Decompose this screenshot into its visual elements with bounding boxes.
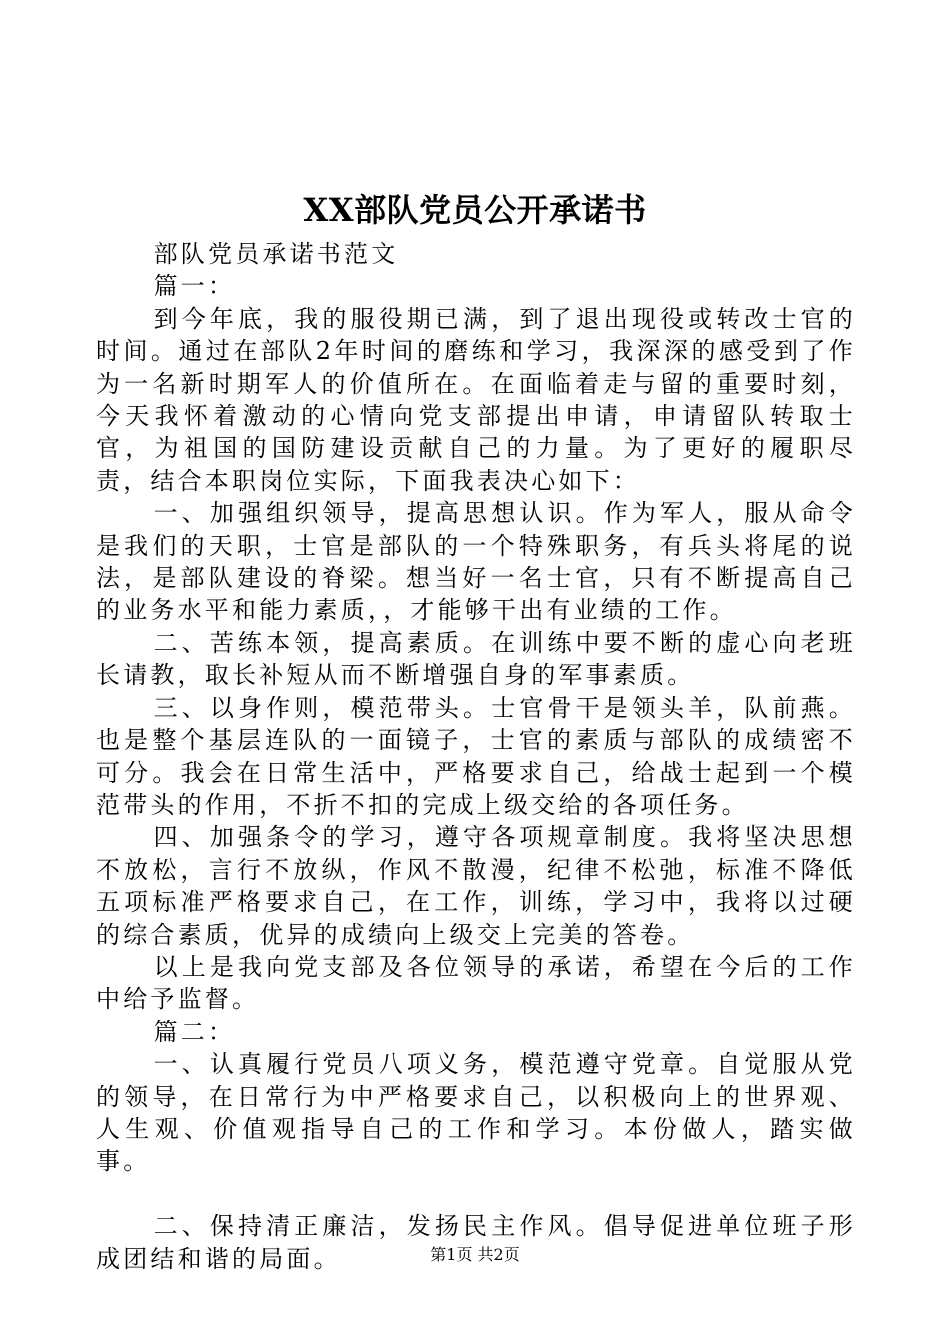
- body-paragraph: 以上是我向党支部及各位领导的承诺，希望在今后的工作中给予监督。: [96, 952, 856, 1014]
- body-paragraph: 一、认真履行党员八项义务，模范遵守党章。自觉服从党的领导，在日常行为中严格要求自己，以积极向上的世界观、人生观、价值观指导自己的工作和学习。本份做人，踏实做事。: [96, 1050, 856, 1176]
- body-paragraph: 三、以身作则，模范带头。士官骨干是领头羊，队前燕。也是整个基层连队的一面镜子，士官的素质与部队的成绩密不可分。我会在日常生活中，严格要求自己，给战士起到一个模范带头的作用，不折不扣的完成上级交给的各项任务。: [96, 693, 856, 819]
- section-heading-one: 篇一：: [153, 272, 236, 301]
- page-number: 第1页 共2页: [430, 1245, 520, 1264]
- body-paragraph: 一、加强组织领导，提高思想认识。作为军人，服从命令是我们的天职，士官是部队的一个特殊职务，有兵头将尾的说法，是部队建设的脊梁。想当好一名士官，只有不断提高自己的业务水平和能力素质，，才能够干出有业绩的工作。: [96, 499, 856, 625]
- body-paragraph: 二、苦练本领，提高素质。在训练中要不断的虚心向老班长请教，取长补短从而不断增强自身的军事素质。: [96, 628, 856, 690]
- body-paragraph: 二、保持清正廉洁，发扬民主作风。倡导促进单位班子形成团结和谐的局面。: [96, 1212, 856, 1273]
- body-paragraph: 到今年底，我的服役期已满，到了退出现役或转改士官的时间。通过在部队2年时间的磨练和学习，我深深的感受到了作为一名新时期军人的价值所在。在面临着走与留的重要时刻，今天我怀着激动的心情向党支部提出申请，申请留队转取士官，为祖国的国防建设贡献自己的力量。为了更好的履职尽责，结合本职岗位实际，下面我表决心如下：: [96, 304, 856, 495]
- subtitle-paragraph: 部队党员承诺书范文: [153, 240, 399, 268]
- document-title: XX部队党员公开承诺书: [303, 191, 647, 229]
- section-heading-two: 篇二：: [153, 1017, 236, 1046]
- document-body: [96, 238, 856, 1275]
- body-paragraph: 四、加强条令的学习，遵守各项规章制度。我将坚决思想不放松，言行不放纵，作风不散漫，纪律不松弛，标准不降低五项标准严格要求自己，在工作，训练，学习中，我将以过硬的综合素质，优异的成绩向上级交上完美的答卷。: [96, 823, 856, 949]
